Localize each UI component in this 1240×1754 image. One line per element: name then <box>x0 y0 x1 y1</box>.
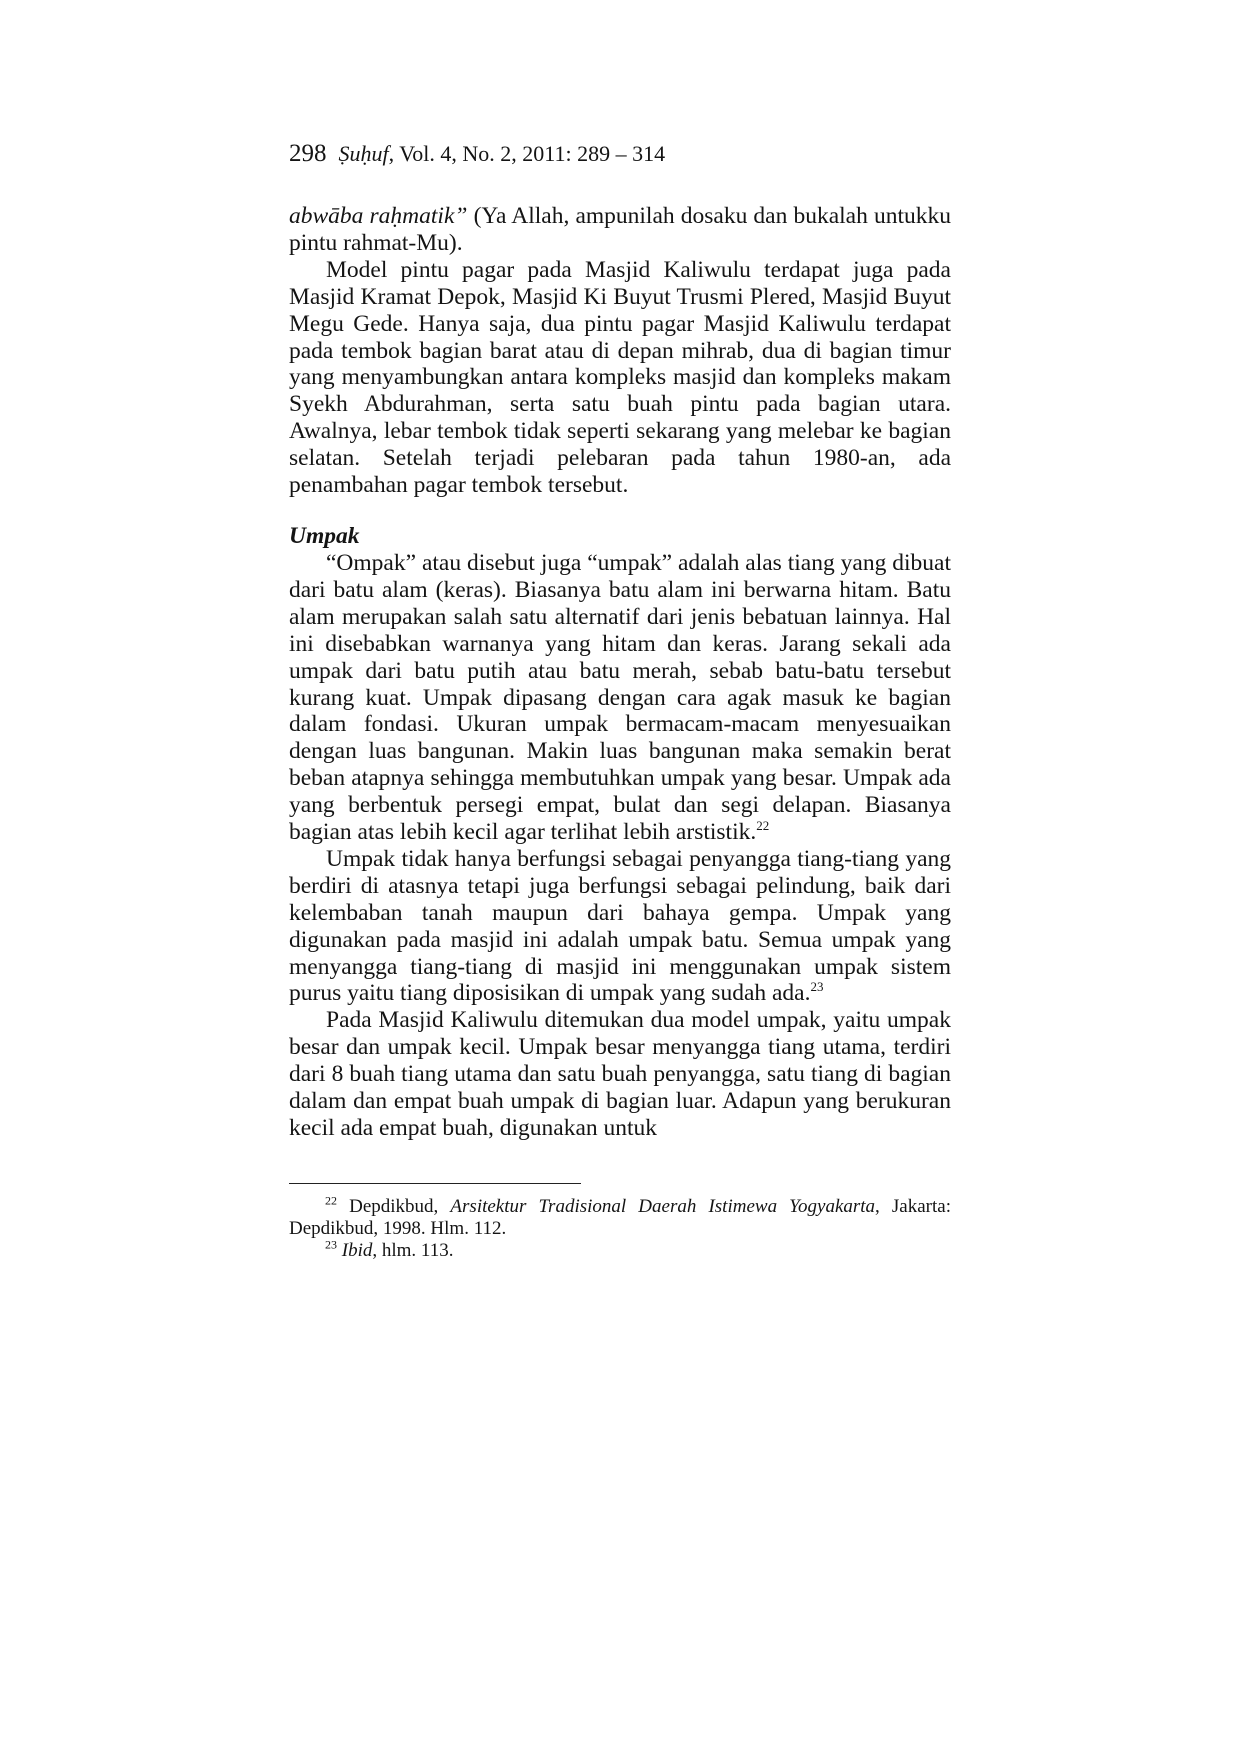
footnote-ref-23[interactable]: 23 <box>810 979 824 995</box>
main-text <box>289 203 951 1142</box>
footnote-book-title: Arsitektur Tradisional Daerah Istimewa Yogyakarta <box>450 1196 876 1217</box>
journal-citation: , Vol. 4, No. 2, 2011: 289 – 314 <box>388 141 666 166</box>
footnotes <box>289 1193 951 1262</box>
journal-title: Ṣuḥuf <box>338 141 389 166</box>
running-header <box>289 139 665 169</box>
paragraph-text: Model pintu pagar pada Masjid Kaliwulu terdapat juga pada Masjid Kramat Depok, Masjid Ki Buyut Trusmi Plered, Masjid Buyut Megu Gede. Hanya saja, dua pintu pagar Masjid Kaliwulu terdapat pada tembok bagian barat atau di depan mihrab, dua di bagian timur yang menyambungkan antara kompleks masjid dan kompleks makam Syekh Abdurahman, serta satu buah pintu pada bagian utara. Awalnya, lebar tembok tidak seperti sekarang yang melebar ke bagian selatan. Setelah terjadi pelebaran pada tahun 1980-an, ada penambahan pagar tembok tersebut. <box>289 256 951 499</box>
paragraph-gate-models <box>289 257 951 499</box>
section-heading-umpak: Umpak <box>289 522 360 549</box>
footnote-22 <box>289 1193 951 1240</box>
footnote-number: 22 <box>325 1193 337 1208</box>
footnote-number: 23 <box>325 1237 337 1252</box>
arabic-transliteration: abwāba raḥmatik” <box>289 203 468 229</box>
footnote-ibid: Ibid <box>341 1240 373 1261</box>
page-number: 298 <box>289 140 327 167</box>
footnote-author: Depdikbud, <box>337 1196 451 1217</box>
paragraph-text: Umpak tidak hanya berfungsi sebagai penyangga tiang-tiang yang berdiri di atasnya tetapi juga berfungsi sebagai pelindung, baik dari kelembaban tanah maupun dari bahaya gempa. Umpak yang digunakan pada masjid ini adalah umpak batu. Semua umpak yang menyangga tiang-tiang di masjid ini menggunakan umpak sistem purus yaitu tiang diposisikan di umpak yang sudah ada. <box>289 845 951 1007</box>
footnote-divider <box>289 1183 581 1184</box>
paragraph-text: Pada Masjid Kaliwulu ditemukan dua model umpak, yaitu umpak besar dan umpak kecil. Umpak besar menyangga tiang utama, terdiri dari 8 buah tiang utama dan satu buah penyangga, satu tiang di bagian dalam dan empat buah umpak di bagian luar. Adapun yang berukuran kecil ada empat buah, digunakan untuk <box>289 1007 951 1141</box>
footnote-ref-22[interactable]: 22 <box>756 818 770 834</box>
paragraph-text: (Ya Allah, ampunilah dosaku dan bukalah untukku pintu rahmat-Mu). <box>289 203 951 256</box>
paragraph-umpak-definition <box>289 550 951 846</box>
footnote-page: , hlm. 113. <box>372 1240 454 1261</box>
paragraph-umpak-models <box>289 1007 951 1142</box>
paragraph-umpak-function <box>289 846 951 1007</box>
paragraph-text: “Ompak” atau disebut juga “umpak” adalah alas tiang yang dibuat dari batu alam (keras). Biasanya batu alam ini berwarna hitam. Batu alam merupakan salah satu alternatif dari jenis bebatuan lainnya. Hal ini disebabkan warnanya yang hitam dan keras. Jarang sekali ada umpak dari batu putih atau batu merah, sebab batu-batu tersebut kurang kuat. Umpak dipasang dengan cara agak masuk ke bagian dalam fondasi. Ukuran umpak bermacam-macam menyesuaikan dengan luas bangunan. Makin luas bangunan maka semakin berat beban atapnya sehingga membutuhkan umpak yang besar. Umpak ada yang berbentuk persegi empat, bulat dan segi delapan. Biasanya bagian atas lebih kecil agar terlihat lebih arstistik. <box>289 549 951 846</box>
paragraph-continuation <box>289 203 951 257</box>
footnote-publication: , Jakarta: Depdikbud, 1998. Hlm. 112. <box>289 1196 951 1239</box>
footnote-23 <box>289 1237 951 1262</box>
